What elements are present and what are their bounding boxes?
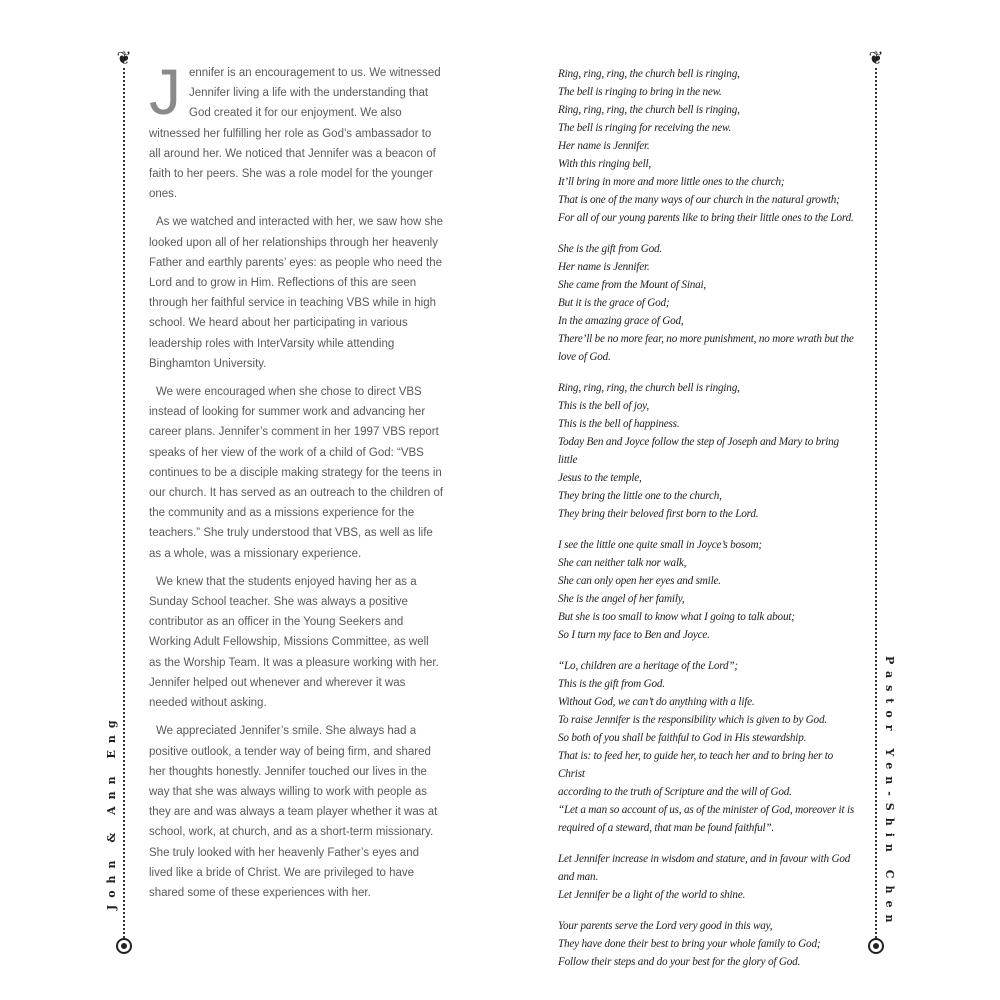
poem-line: I see the little one quite small in Joyce’s bosom; [558, 539, 762, 551]
poem-line: required of a steward, that man be found faithful”. [558, 822, 775, 834]
poem-line: “Let a man so account of us, as of the minister of God, moreover it is [558, 804, 855, 816]
poem-line: That is: to feed her, to guide her, to teach her and to bring her to Christ [558, 750, 834, 780]
right-dotted-rule [875, 68, 877, 938]
poem-line: There’ll be no more fear, no more punishment, no more wrath but the [558, 333, 854, 345]
poem-line: Today Ben and Joyce follow the step of Joseph and Mary to bring little [558, 436, 839, 466]
poem-line: To raise Jennifer is the responsibility which is given to by God. [558, 714, 827, 726]
poem-stanza [558, 65, 858, 227]
poem-line: and man. [558, 871, 599, 883]
poem-stanza [558, 536, 858, 644]
poem-line: She is the angel of her family, [558, 593, 685, 605]
poem-line: She can neither talk nor walk, [558, 557, 687, 569]
paragraph: We appreciated Jennifer’s smile. She always had a positive outlook, a tender way of being firm, and shared her thoughts honestly. Jennifer touched our lives in the way that she was always willing to work with people as they are and was always a team player whether it was at school, work, at church, and as a short-term missionary. She truly looked with her heavenly Father’s eyes and lived like a bride of Christ. We are privileged to have shared some of these experiences with her. [149, 725, 438, 899]
poem-line: The bell is ringing for receiving the new. [558, 122, 732, 134]
poem-line: This is the bell of joy, [558, 400, 649, 412]
poem-line: Let Jennifer be a light of the world to shine. [558, 889, 746, 901]
left-dotted-rule [123, 68, 125, 938]
poem-line: Without God, we can’t do anything with a life. [558, 696, 755, 708]
left-rosette-icon [116, 938, 132, 954]
poem-line: In the amazing grace of God, [558, 315, 684, 327]
poem-line: But she is too small to know what I going to talk about; [558, 611, 795, 623]
poem-line: She is the gift from God. [558, 243, 662, 255]
poem-line: She can only open her eyes and smile. [558, 575, 721, 587]
poem-line: Ring, ring, ring, the church bell is ringing, [558, 68, 740, 80]
poem-line: “Lo, children are a heritage of the Lord”; [558, 660, 738, 672]
poem-line: So both of you shall be faithful to God in His stewardship. [558, 732, 807, 744]
poem-line: That is one of the many ways of our church in the natural growth; [558, 194, 840, 206]
tribute-text [149, 56, 444, 911]
poem-line: Ring, ring, ring, the church bell is ringing, [558, 382, 740, 394]
poem-line: Ring, ring, ring, the church bell is ringing, [558, 104, 740, 116]
paragraph: We knew that the students enjoyed having her as a Sunday School teacher. She was always a positive contributor as an officer in the Young Seekers and Working Adult Fellowship, Missions Committee, as well as the Worship Team. It was a pleasure working with her. Jennifer helped out whenever and wherever it was needed without asking. [149, 575, 439, 710]
right-rosette-icon [868, 938, 884, 954]
left-author-name: John & Ann Eng [105, 713, 118, 910]
poem-line: But it is the grace of God; [558, 297, 670, 309]
poem-stanza [558, 379, 858, 523]
right-flourish-icon: ❦ [868, 48, 884, 69]
poem-line: Her name is Jennifer. [558, 261, 650, 273]
poem-line: This is the bell of happiness. [558, 418, 680, 430]
poem-line: With this ringing bell, [558, 158, 651, 170]
poem-line: They have done their best to bring your whole family to God; [558, 938, 821, 950]
poem-stanza [558, 850, 858, 904]
poem-line: Your parents serve the Lord very good in this way, [558, 920, 773, 932]
left-flourish-icon: ❦ [116, 48, 132, 69]
poem-line: Jesus to the temple, [558, 472, 642, 484]
poem-line: Let Jennifer increase in wisdom and stature, and in favour with God [558, 853, 851, 865]
poem-line: The bell is ringing to bring in the new. [558, 86, 722, 98]
poem-stanza [558, 657, 858, 837]
poem-line: They bring the little one to the church, [558, 490, 722, 502]
poem-line: Her name is Jennifer. [558, 140, 650, 152]
paragraph-text: ennifer is an encouragement to us. We witnessed Jennifer living a life with the understanding that God created it for our enjoyment. We also witnessed her fulfilling her role as God’s ambassador to all around her. We noticed that Jennifer was a beacon of faith to her peers. She was a role model for the younger ones. [149, 67, 441, 201]
poem-line: They bring their beloved first born to the Lord. [558, 508, 759, 520]
poem-line: For all of our young parents like to bring their little ones to the Lord. [558, 212, 854, 224]
poem-line: Follow their steps and do your best for the glory of God. [558, 956, 801, 968]
poem-line: It’ll bring in more and more little ones to the church; [558, 176, 785, 188]
poem-line: This is the gift from God. [558, 678, 665, 690]
right-author-name: Pastor Yen-Shin Chen [883, 656, 896, 930]
paragraph: As we watched and interacted with her, we saw how she looked upon all of her relationships through her heavenly Father and earthly parents’ eyes: as people who need the Lord and to grow in Him. Reflections of this are seen through her faithful service in teaching VBS while in high school. We heard about her participating in various leadership roles with InterVarsity while attending Binghamton University. [149, 216, 444, 370]
paragraph [149, 56, 444, 204]
poem [558, 65, 858, 984]
drop-cap: J [149, 56, 181, 128]
poem-line: She came from the Mount of Sinai, [558, 279, 707, 291]
poem-stanza [558, 240, 858, 366]
poem-line: So I turn my face to Ben and Joyce. [558, 629, 710, 641]
paragraph: We were encouraged when she chose to direct VBS instead of looking for summer work and advancing her career plans. Jennifer’s comment in her 1997 VBS report speaks of her view of the work of a child of God: “VBS continues to be a disciple making strategy for the teens in our church. It has served as an outreach to the children of the community and as a missions experience for the teachers.” She truly understood that VBS, as well as life as a whole, was a missionary experience. [149, 386, 444, 560]
poem-line: love of God. [558, 351, 611, 363]
poem-line: according to the truth of Scripture and the will of God. [558, 786, 792, 798]
poem-stanza [558, 917, 858, 971]
